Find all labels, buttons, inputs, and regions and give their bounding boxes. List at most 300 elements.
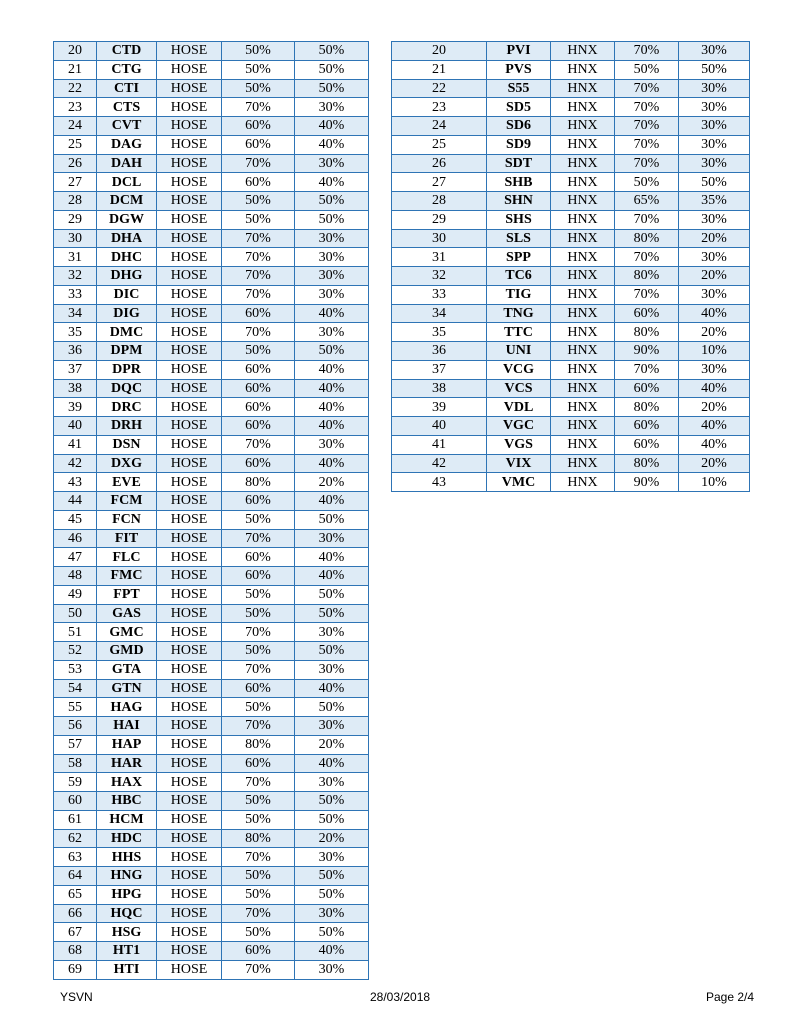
row-number-cell: 21: [392, 60, 487, 79]
table-row: [54, 210, 369, 229]
table-row: [54, 510, 369, 529]
ratio-cell: 90%: [615, 473, 679, 492]
ratio-cell: 50%: [295, 885, 369, 904]
row-number-cell: 62: [54, 829, 97, 848]
ratio-cell: 50%: [295, 510, 369, 529]
ratio-cell: 30%: [295, 285, 369, 304]
exchange-cell: HNX: [551, 342, 615, 361]
ratio-cell: 70%: [222, 267, 295, 286]
row-number-cell: 28: [392, 192, 487, 211]
ratio-cell: 50%: [222, 792, 295, 811]
row-number-cell: 27: [54, 173, 97, 192]
ratio-cell: 60%: [222, 173, 295, 192]
exchange-cell: HOSE: [157, 417, 222, 436]
stock-code-cell: DMC: [97, 323, 157, 342]
row-number-cell: 33: [392, 285, 487, 304]
ratio-cell: 40%: [295, 173, 369, 192]
row-number-cell: 66: [54, 904, 97, 923]
ratio-cell: 60%: [615, 304, 679, 323]
row-number-cell: 32: [392, 267, 487, 286]
ratio-cell: 50%: [679, 60, 750, 79]
table-row: [54, 79, 369, 98]
exchange-cell: HOSE: [157, 754, 222, 773]
table-row: [54, 754, 369, 773]
ratio-cell: 40%: [679, 417, 750, 436]
exchange-cell: HNX: [551, 454, 615, 473]
table-row: [392, 435, 750, 454]
row-number-cell: 61: [54, 810, 97, 829]
exchange-cell: HOSE: [157, 323, 222, 342]
ratio-cell: 60%: [222, 942, 295, 961]
ratio-cell: 60%: [222, 360, 295, 379]
stock-code-cell: DAH: [97, 154, 157, 173]
table-row: [54, 960, 369, 979]
stock-code-cell: SHS: [487, 210, 551, 229]
ratio-cell: 40%: [295, 398, 369, 417]
ratio-cell: 50%: [295, 79, 369, 98]
stock-code-cell: DHG: [97, 267, 157, 286]
exchange-cell: HNX: [551, 379, 615, 398]
ratio-cell: 40%: [679, 304, 750, 323]
stock-code-cell: HDC: [97, 829, 157, 848]
row-number-cell: 23: [392, 98, 487, 117]
table-row: [54, 585, 369, 604]
ratio-cell: 40%: [295, 567, 369, 586]
table-row: [392, 117, 750, 136]
stock-code-cell: SLS: [487, 229, 551, 248]
row-number-cell: 38: [54, 379, 97, 398]
exchange-cell: HOSE: [157, 923, 222, 942]
ratio-cell: 60%: [222, 117, 295, 136]
stock-code-cell: CTS: [97, 98, 157, 117]
ratio-cell: 30%: [679, 285, 750, 304]
ratio-cell: 50%: [222, 510, 295, 529]
stock-code-cell: FCN: [97, 510, 157, 529]
ratio-cell: 50%: [295, 42, 369, 61]
row-number-cell: 60: [54, 792, 97, 811]
stock-code-cell: SD9: [487, 135, 551, 154]
row-number-cell: 59: [54, 773, 97, 792]
ratio-cell: 30%: [295, 267, 369, 286]
row-number-cell: 44: [54, 492, 97, 511]
row-number-cell: 39: [392, 398, 487, 417]
row-number-cell: 32: [54, 267, 97, 286]
ratio-cell: 70%: [615, 248, 679, 267]
stock-code-cell: CVT: [97, 117, 157, 136]
ratio-cell: 50%: [295, 342, 369, 361]
exchange-cell: HNX: [551, 323, 615, 342]
ratio-cell: 50%: [295, 60, 369, 79]
ratio-cell: 80%: [615, 323, 679, 342]
ratio-cell: 10%: [679, 342, 750, 361]
exchange-cell: HOSE: [157, 848, 222, 867]
row-number-cell: 20: [392, 42, 487, 61]
row-number-cell: 58: [54, 754, 97, 773]
row-number-cell: 35: [54, 323, 97, 342]
table-row: [54, 548, 369, 567]
stock-code-cell: GMC: [97, 623, 157, 642]
exchange-cell: HOSE: [157, 548, 222, 567]
exchange-cell: HNX: [551, 304, 615, 323]
table-row: [54, 660, 369, 679]
stock-code-cell: HAI: [97, 717, 157, 736]
row-number-cell: 22: [54, 79, 97, 98]
row-number-cell: 57: [54, 735, 97, 754]
ratio-cell: 40%: [679, 379, 750, 398]
ratio-cell: 50%: [295, 867, 369, 886]
table-row: [54, 492, 369, 511]
stock-code-cell: DRC: [97, 398, 157, 417]
row-number-cell: 38: [392, 379, 487, 398]
ratio-cell: 50%: [222, 867, 295, 886]
exchange-cell: HOSE: [157, 810, 222, 829]
row-number-cell: 40: [392, 417, 487, 436]
ratio-cell: 50%: [615, 173, 679, 192]
table-row: [54, 454, 369, 473]
ratio-cell: 70%: [615, 285, 679, 304]
exchange-cell: HOSE: [157, 285, 222, 304]
row-number-cell: 67: [54, 923, 97, 942]
row-number-cell: 54: [54, 679, 97, 698]
stock-code-cell: DRH: [97, 417, 157, 436]
ratio-cell: 30%: [679, 117, 750, 136]
table-row: [54, 529, 369, 548]
exchange-cell: HOSE: [157, 642, 222, 661]
row-number-cell: 23: [54, 98, 97, 117]
exchange-cell: HOSE: [157, 585, 222, 604]
stock-code-cell: GMD: [97, 642, 157, 661]
ratio-cell: 20%: [679, 229, 750, 248]
exchange-cell: HOSE: [157, 360, 222, 379]
stock-code-cell: HNG: [97, 867, 157, 886]
ratio-cell: 50%: [222, 923, 295, 942]
exchange-cell: HNX: [551, 210, 615, 229]
ratio-cell: 50%: [222, 698, 295, 717]
stock-code-cell: DPR: [97, 360, 157, 379]
ratio-cell: 70%: [222, 323, 295, 342]
row-number-cell: 48: [54, 567, 97, 586]
table-row: [54, 923, 369, 942]
ratio-cell: 50%: [222, 585, 295, 604]
ratio-cell: 30%: [295, 660, 369, 679]
table-row: [54, 42, 369, 61]
stock-code-cell: DHC: [97, 248, 157, 267]
table-row: [392, 248, 750, 267]
ratio-cell: 40%: [295, 454, 369, 473]
ratio-cell: 70%: [222, 717, 295, 736]
table-row: [54, 604, 369, 623]
table-row: [392, 42, 750, 61]
stock-code-cell: S55: [487, 79, 551, 98]
row-number-cell: 24: [392, 117, 487, 136]
row-number-cell: 68: [54, 942, 97, 961]
stock-code-cell: VDL: [487, 398, 551, 417]
exchange-cell: HOSE: [157, 660, 222, 679]
ratio-cell: 60%: [222, 379, 295, 398]
exchange-cell: HOSE: [157, 42, 222, 61]
table-row: [392, 79, 750, 98]
stock-code-cell: VCG: [487, 360, 551, 379]
exchange-cell: HNX: [551, 98, 615, 117]
exchange-cell: HNX: [551, 117, 615, 136]
ratio-cell: 80%: [222, 829, 295, 848]
ratio-cell: 50%: [222, 60, 295, 79]
row-number-cell: 43: [392, 473, 487, 492]
table-row: [392, 210, 750, 229]
ratio-cell: 70%: [222, 285, 295, 304]
stock-code-cell: HTI: [97, 960, 157, 979]
ratio-cell: 70%: [615, 117, 679, 136]
row-number-cell: 36: [392, 342, 487, 361]
exchange-cell: HOSE: [157, 510, 222, 529]
table-row: [392, 473, 750, 492]
row-number-cell: 43: [54, 473, 97, 492]
ratio-cell: 40%: [295, 379, 369, 398]
stock-code-cell: HCM: [97, 810, 157, 829]
ratio-cell: 30%: [679, 42, 750, 61]
ratio-cell: 50%: [222, 210, 295, 229]
stock-code-cell: HBC: [97, 792, 157, 811]
exchange-cell: HNX: [551, 267, 615, 286]
stock-code-cell: VGC: [487, 417, 551, 436]
stock-code-cell: DPM: [97, 342, 157, 361]
exchange-cell: HOSE: [157, 229, 222, 248]
table-row: [392, 173, 750, 192]
ratio-cell: 40%: [295, 117, 369, 136]
exchange-cell: HOSE: [157, 604, 222, 623]
ratio-cell: 40%: [295, 679, 369, 698]
exchange-cell: HOSE: [157, 379, 222, 398]
ratio-cell: 30%: [295, 323, 369, 342]
stock-code-cell: FCM: [97, 492, 157, 511]
ratio-cell: 80%: [615, 454, 679, 473]
stock-code-cell: DSN: [97, 435, 157, 454]
ratio-cell: 30%: [295, 623, 369, 642]
row-number-cell: 29: [392, 210, 487, 229]
table-row: [392, 304, 750, 323]
footer-page-number: Page 2/4: [706, 990, 755, 1004]
ratio-cell: 50%: [295, 810, 369, 829]
table-row: [392, 267, 750, 286]
exchange-cell: HNX: [551, 79, 615, 98]
ratio-cell: 60%: [615, 417, 679, 436]
stock-code-cell: CTG: [97, 60, 157, 79]
ratio-cell: 50%: [222, 604, 295, 623]
table-row: [54, 60, 369, 79]
exchange-cell: HNX: [551, 192, 615, 211]
table-row: [54, 173, 369, 192]
row-number-cell: 21: [54, 60, 97, 79]
table-row: [392, 323, 750, 342]
table-row: [392, 60, 750, 79]
ratio-cell: 20%: [679, 398, 750, 417]
ratio-cell: 80%: [615, 398, 679, 417]
ratio-cell: 65%: [615, 192, 679, 211]
table-row: [392, 192, 750, 211]
stock-code-cell: HT1: [97, 942, 157, 961]
table-row: [392, 417, 750, 436]
table-row: [54, 885, 369, 904]
table-row: [54, 848, 369, 867]
table-row: [54, 304, 369, 323]
table-row: [54, 642, 369, 661]
ratio-cell: 30%: [679, 98, 750, 117]
row-number-cell: 34: [54, 304, 97, 323]
row-number-cell: 69: [54, 960, 97, 979]
exchange-cell: HOSE: [157, 248, 222, 267]
exchange-cell: HOSE: [157, 623, 222, 642]
table-row: [54, 623, 369, 642]
ratio-cell: 30%: [295, 773, 369, 792]
table-row: [54, 473, 369, 492]
row-number-cell: 46: [54, 529, 97, 548]
exchange-cell: HNX: [551, 135, 615, 154]
row-number-cell: 28: [54, 192, 97, 211]
ratio-cell: 30%: [679, 154, 750, 173]
ratio-cell: 60%: [222, 492, 295, 511]
row-number-cell: 49: [54, 585, 97, 604]
ratio-cell: 50%: [295, 923, 369, 942]
exchange-cell: HOSE: [157, 342, 222, 361]
ratio-cell: 60%: [615, 435, 679, 454]
table-row: [54, 135, 369, 154]
stock-code-cell: VGS: [487, 435, 551, 454]
stock-code-cell: SHN: [487, 192, 551, 211]
stock-code-cell: HAP: [97, 735, 157, 754]
table-row: [54, 904, 369, 923]
row-number-cell: 39: [54, 398, 97, 417]
table-row: [54, 698, 369, 717]
row-number-cell: 35: [392, 323, 487, 342]
ratio-cell: 30%: [295, 960, 369, 979]
ratio-cell: 30%: [295, 248, 369, 267]
ratio-cell: 60%: [222, 304, 295, 323]
ratio-cell: 70%: [222, 660, 295, 679]
ratio-cell: 50%: [222, 642, 295, 661]
margin-ratio-table-right: [391, 41, 750, 492]
stock-code-cell: GTN: [97, 679, 157, 698]
ratio-cell: 70%: [615, 360, 679, 379]
table-row: [54, 323, 369, 342]
ratio-cell: 30%: [679, 360, 750, 379]
stock-code-cell: FMC: [97, 567, 157, 586]
ratio-cell: 40%: [295, 754, 369, 773]
ratio-cell: 70%: [615, 98, 679, 117]
ratio-cell: 50%: [615, 60, 679, 79]
ratio-cell: 50%: [222, 342, 295, 361]
ratio-cell: 60%: [222, 417, 295, 436]
table-row: [54, 267, 369, 286]
exchange-cell: HOSE: [157, 792, 222, 811]
ratio-cell: 30%: [295, 717, 369, 736]
stock-code-cell: HQC: [97, 904, 157, 923]
exchange-cell: HOSE: [157, 717, 222, 736]
ratio-cell: 70%: [222, 248, 295, 267]
exchange-cell: HNX: [551, 60, 615, 79]
row-number-cell: 27: [392, 173, 487, 192]
row-number-cell: 41: [54, 435, 97, 454]
stock-code-cell: TNG: [487, 304, 551, 323]
row-number-cell: 26: [54, 154, 97, 173]
ratio-cell: 30%: [679, 79, 750, 98]
exchange-cell: HOSE: [157, 473, 222, 492]
row-number-cell: 42: [392, 454, 487, 473]
exchange-cell: HOSE: [157, 867, 222, 886]
exchange-cell: HNX: [551, 360, 615, 379]
ratio-cell: 30%: [295, 98, 369, 117]
table-row: [392, 342, 750, 361]
ratio-cell: 40%: [295, 135, 369, 154]
row-number-cell: 63: [54, 848, 97, 867]
exchange-cell: HOSE: [157, 529, 222, 548]
stock-code-cell: TTC: [487, 323, 551, 342]
stock-code-cell: PVS: [487, 60, 551, 79]
stock-code-cell: VCS: [487, 379, 551, 398]
exchange-cell: HOSE: [157, 60, 222, 79]
ratio-cell: 40%: [295, 304, 369, 323]
row-number-cell: 56: [54, 717, 97, 736]
row-number-cell: 52: [54, 642, 97, 661]
table-row: [54, 360, 369, 379]
ratio-cell: 60%: [222, 754, 295, 773]
exchange-cell: HOSE: [157, 135, 222, 154]
exchange-cell: HNX: [551, 229, 615, 248]
ratio-cell: 40%: [295, 360, 369, 379]
ratio-cell: 70%: [615, 79, 679, 98]
exchange-cell: HNX: [551, 248, 615, 267]
row-number-cell: 22: [392, 79, 487, 98]
stock-code-cell: DIG: [97, 304, 157, 323]
stock-code-cell: DCM: [97, 192, 157, 211]
ratio-cell: 70%: [222, 623, 295, 642]
table-row: [54, 679, 369, 698]
stock-code-cell: FPT: [97, 585, 157, 604]
stock-code-cell: TC6: [487, 267, 551, 286]
ratio-cell: 50%: [295, 210, 369, 229]
ratio-cell: 40%: [295, 417, 369, 436]
stock-code-cell: DIC: [97, 285, 157, 304]
exchange-cell: HOSE: [157, 829, 222, 848]
exchange-cell: HOSE: [157, 960, 222, 979]
ratio-cell: 70%: [222, 529, 295, 548]
ratio-cell: 40%: [295, 492, 369, 511]
ratio-cell: 10%: [679, 473, 750, 492]
exchange-cell: HNX: [551, 42, 615, 61]
row-number-cell: 47: [54, 548, 97, 567]
row-number-cell: 30: [392, 229, 487, 248]
table-row: [54, 867, 369, 886]
exchange-cell: HOSE: [157, 210, 222, 229]
ratio-cell: 30%: [679, 210, 750, 229]
exchange-cell: HOSE: [157, 117, 222, 136]
exchange-cell: HOSE: [157, 435, 222, 454]
table-row: [54, 285, 369, 304]
table-row: [392, 229, 750, 248]
ratio-cell: 30%: [295, 904, 369, 923]
stock-code-cell: EVE: [97, 473, 157, 492]
ratio-cell: 50%: [295, 698, 369, 717]
exchange-cell: HOSE: [157, 773, 222, 792]
table-row: [54, 379, 369, 398]
table-row: [392, 398, 750, 417]
stock-code-cell: UNI: [487, 342, 551, 361]
exchange-cell: HOSE: [157, 79, 222, 98]
exchange-cell: HNX: [551, 173, 615, 192]
ratio-cell: 70%: [615, 210, 679, 229]
table-row: [392, 379, 750, 398]
ratio-cell: 50%: [295, 585, 369, 604]
row-number-cell: 33: [54, 285, 97, 304]
